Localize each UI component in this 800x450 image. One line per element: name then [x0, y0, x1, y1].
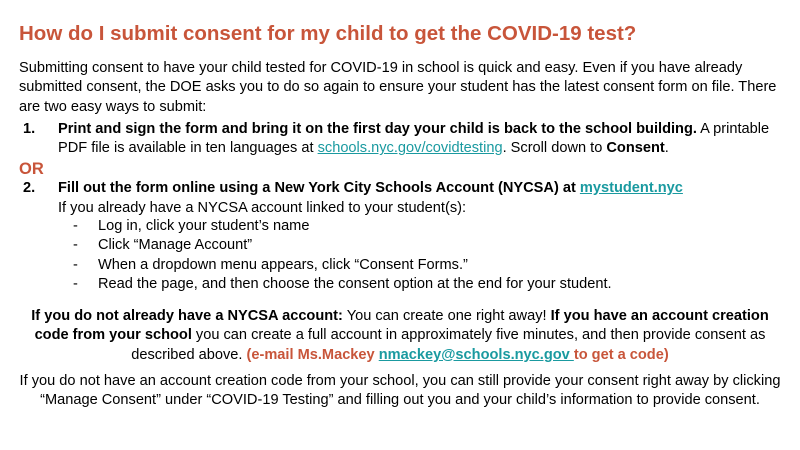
- step-1-body: [58, 120, 789, 159]
- step-1: [19, 120, 789, 159]
- no-code-note: If you do not have an account creation code from your school, you can still provide your consent right away by clicking “Manage Consent” under “COVID-19 Testing” and filling out you and your child’s information to provide consent.: [19, 373, 781, 409]
- dash-bullet: -: [73, 218, 78, 234]
- list-item-text: Read the page, and then choose the consent option at the end for your student.: [98, 276, 612, 293]
- email-instruction: [247, 347, 669, 363]
- email-text-b: to get a code): [573, 346, 669, 363]
- intro-paragraph: Submitting consent to have your child tested for COVID-19 in school is quick and easy. Even if you have already submitted consent, the DOE asks you to do so again to ensure your student has the latest consent form on file. There are two easy ways to submit:: [19, 60, 777, 115]
- dash-bullet: -: [73, 276, 78, 293]
- step-2-instructions-list: [73, 217, 612, 295]
- step-1-text-c: .: [664, 140, 669, 157]
- list-item: [73, 217, 612, 236]
- note-bold-a: If you do not already have a NYCSA account:: [31, 308, 343, 324]
- step-2-number: 2.: [23, 180, 36, 196]
- list-item: [73, 256, 612, 275]
- step-2: [19, 179, 789, 198]
- step-1-consent-label: Consent: [606, 140, 665, 157]
- step-1-text-b: . Scroll down to: [502, 140, 607, 157]
- list-item-text: Log in, click your student’s name: [98, 218, 310, 234]
- step-1-number: 1.: [23, 121, 36, 137]
- email-text-a: (e-mail Ms.Mackey: [246, 346, 379, 363]
- dash-bullet: -: [73, 256, 78, 273]
- list-item: [73, 275, 612, 294]
- list-item-text: Click “Manage Account”: [98, 237, 253, 254]
- step-1-text-a: A printable PDF file is available in ten languages at: [58, 121, 770, 157]
- or-separator: OR: [19, 160, 44, 178]
- step-2-bold: Fill out the form online using a New York City Schools Account (NYCSA) at: [58, 180, 580, 196]
- list-item: [73, 236, 612, 255]
- covidtesting-link[interactable]: schools.nyc.gov/covidtesting: [317, 140, 503, 157]
- note-text-a: You can create one right away!: [342, 308, 551, 324]
- email-link[interactable]: nmackey@schools.nyc.gov: [378, 346, 574, 363]
- list-item-text: When a dropdown menu appears, click “Consent Forms.”: [98, 256, 468, 273]
- dash-bullet: -: [73, 237, 78, 254]
- step-1-bold: Print and sign the form and bring it on the first day your child is back to the school building.: [58, 121, 697, 137]
- note-bold-b: If you have an account creation code from your school: [34, 308, 769, 344]
- nycsa-account-note: [14, 307, 786, 365]
- mystudent-link[interactable]: mystudent.nyc: [579, 180, 683, 196]
- page-title: How do I submit consent for my child to get the COVID-19 test?: [19, 22, 637, 45]
- note-text-b: you can create a full account in approximately five minutes, and then provide consent as described above.: [131, 327, 766, 363]
- step-2-body: [58, 179, 789, 198]
- step-2-subtitle: If you already have a NYCSA account linked to your student(s):: [58, 200, 467, 216]
